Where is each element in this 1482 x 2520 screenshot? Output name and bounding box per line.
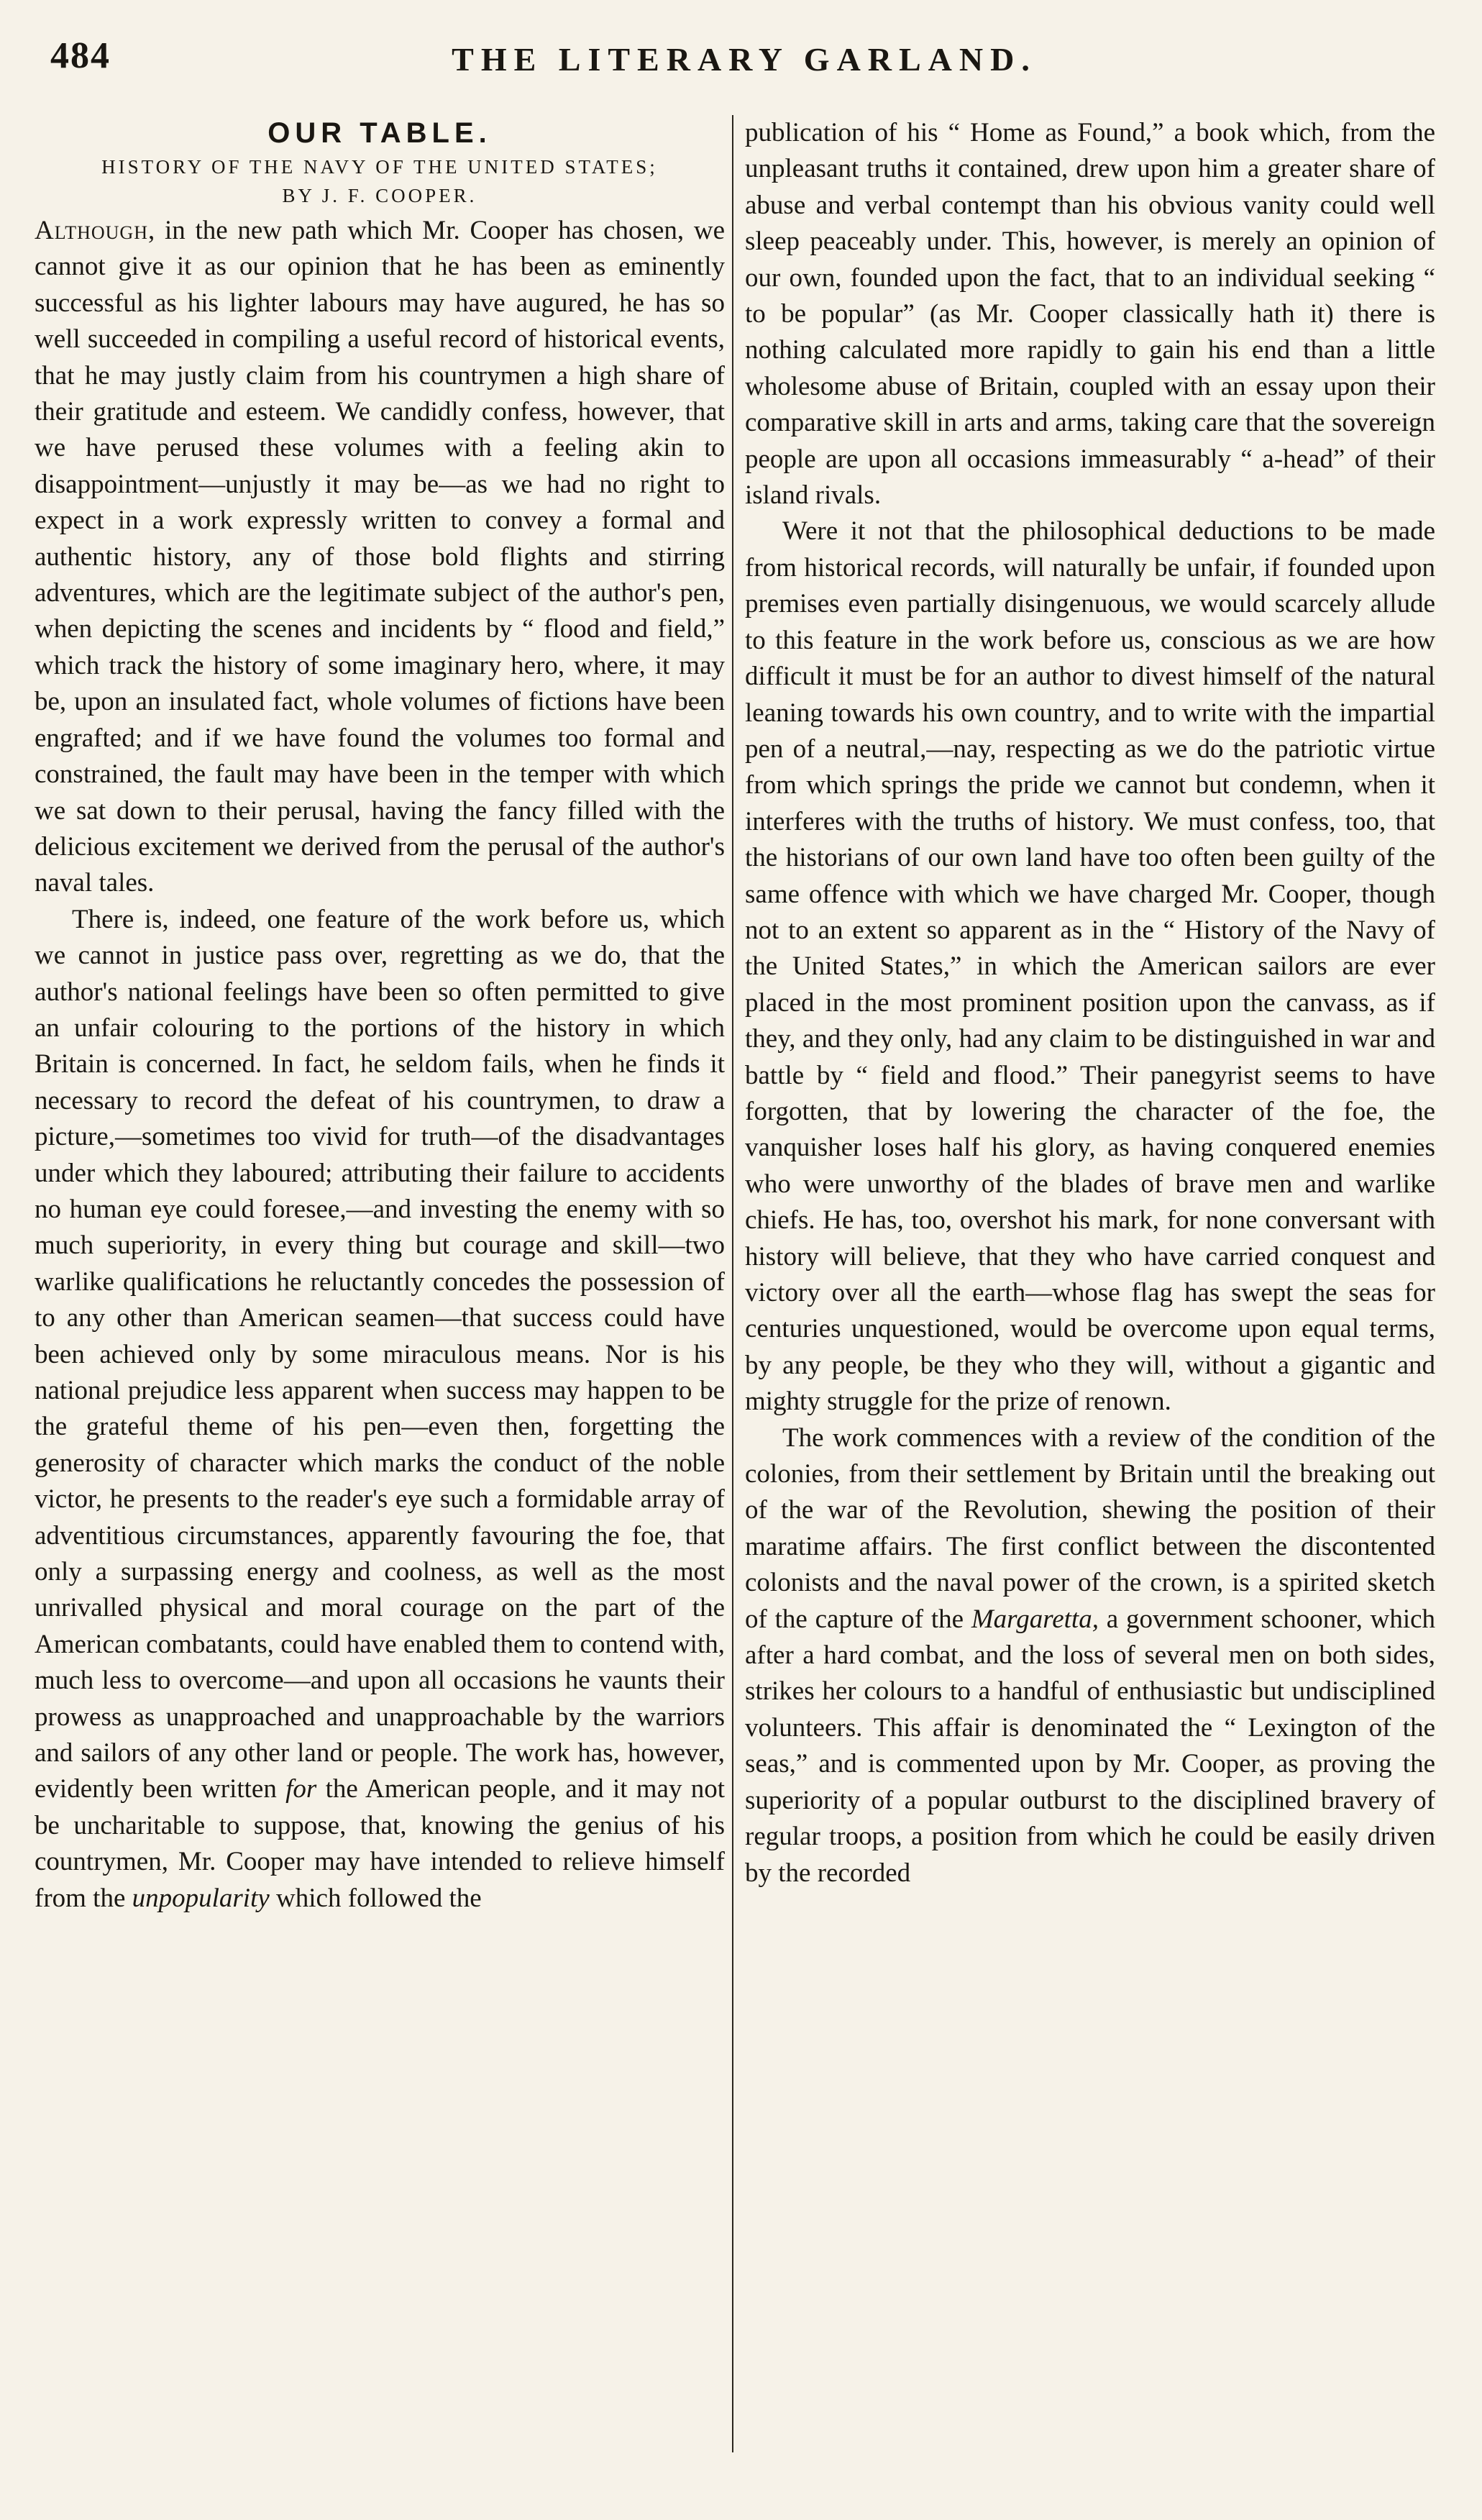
emphasis: for — [285, 1774, 317, 1804]
article-title: HISTORY OF THE NAVY OF THE UNITED STATES; — [101, 156, 658, 178]
paragraph-text: a government schooner, which after a hard combat, and the loss of several men on both sides, strikes her colours to a handful of enthusiastic but undisciplined volunteers. This affair is denominated the “ Lexington of the seas,” and is commented upon by Mr. Cooper, as proving the superiority of a popular outburst to the disciplined bravery of regular troops, a position from which he could be easily driven by the recorded — [745, 1604, 1436, 1888]
paragraph-text: The work commences with a review of the condition of the colonies, from their settlement by Britain until the breaking out of the war of the Revolution, shewing the position of their maratime affairs. The first conflict between the discontented colonists and the naval power of the crown, is a spirited sketch of the capture of the — [745, 1423, 1435, 1634]
paragraph-text: There is, indeed, one feature of the work before us, which we cannot in justice pass over, regretting as we do, that the author's national feelings have been so often permitted to give an unfair colouring to the portions of the history in which Britain is concerned. In fact, he seldom fails, when he finds it necessary to record the defeat of his countrymen, to draw a picture,—sometimes too vivid for truth—of the disadvantages under which they laboured; attributing their failure to accidents no human eye could foresee,—and investing the enemy with so much superiority, in every thing but courage and skill—two warlike qualifications he reluctantly concedes the possession of to any other than American seamen—that success could have been achieved only by some miraculous means. Nor is his national prejudice less apparent when success may happen to be the grateful theme of his pen—even then, forgetting the generosity of character which marks the conduct of the noble victor, he presents to the reader's eye such a formidable array of adventitious circumstances, apparently favouring the foe, that only a surpassing energy and coolness, as well as the most unrivalled physical and moral courage on the part of the American combatants, could have enabled them to contend with, much less to overcome—and upon all occasions he vaunts their prowess as unapproached and unapproachable by the warriors and sailors of any other land or people. The work has, however, evidently been written — [35, 904, 725, 1804]
paragraph-text: publication of his “ Home as Found,” a book which, from the unpleasant truths it contained, drew upon him a greater share of abuse and verbal contempt than his obvious vanity could well sleep peaceably under. This, however, is merely an opinion of our own, founded upon the fact, that to an individual seeking “ to be popular” (as Mr. Cooper classically hath it) there is nothing calculated more rapidly to gain his end than a little wholesome abuse of Britain, coupled with an essay upon their comparative skill in arts and arms, taking care that the sovereign people are upon all occasions immeasurably “ a-head” of their island rivals. — [745, 118, 1435, 511]
emphasis: unpopularity — [132, 1883, 270, 1913]
right-column — [745, 115, 1435, 1891]
byline: BY J. F. COOPER. — [282, 185, 477, 206]
column-rule — [732, 115, 733, 2452]
paragraph — [745, 115, 1435, 513]
paragraph — [35, 902, 725, 1917]
paragraph-text: the American people, and it may not be uncharitable to suppose, that, knowing the genius of his countrymen, Mr. Cooper may have intended to relieve himself from the — [35, 1774, 726, 1913]
page-number: 484 — [50, 35, 111, 76]
left-column — [35, 115, 725, 1917]
running-head — [50, 35, 1438, 92]
section-title: OUR TABLE. — [267, 117, 492, 149]
paragraph-text: which followed the — [276, 1883, 482, 1913]
dropcap-word: Although — [35, 216, 148, 245]
journal-title: THE LITERARY GARLAND. — [452, 41, 1037, 78]
paragraph-text: , in the new path which Mr. Cooper has chosen, we cannot give it as our opinion that he has been as eminently successful as his lighter labours may have augured, he has so well succeeded in compiling a useful record of historical events, that he may justly claim from his countrymen a high share of their gratitude and esteem. We candidly confess, however, that we have perused these volumes with a feeling akin to disappointment—unjustly it may be—as we had no right to expect in a work expressly written to convey a formal and authentic history, any of those bold flights and stirring adventures, which are the legitimate subject of the author's pen, when depicting the scenes and incidents by “ flood and field,” which track the history of some imaginary hero, where, it may be, upon an insulated fact, whole volumes of fictions have been engrafted; and if we have found the volumes too formal and constrained, the fault may have been in the temper with which we sat down to their perusal, having the fancy filled with the delicious excitement we derived from the perusal of the author's naval tales. — [35, 216, 725, 898]
paragraph — [745, 513, 1435, 1420]
paragraph — [35, 213, 725, 902]
paragraph-text: Were it not that the philosophical deductions to be made from historical records, will naturally be unfair, if founded upon premises even partially disingenuous, we would scarcely allude to this feature in the work before us, conscious as we are how difficult it must be for an author to divest himself of the natural leaning towards his own country, and to write with the impartial pen of a neutral,—nay, respecting as we do the patriotic virtue from which springs the pride we cannot but condemn, when it interferes with the truths of history. We must confess, too, that the historians of our own land have too often been guilty of the same offence with which we have charged Mr. Cooper, though not to an extent so apparent as in the “ History of the Navy of the United States,” in which the American sailors are ever placed in the most prominent position upon the canvass, as if they, and they only, had any claim to be distinguished in war and battle by “ field and flood.” Their panegyrist seems to have forgotten, that by lowering the character of the foe, the vanquisher loses half his glory, as having conquered enemies who were unworthy of the blades of brave men and warlike chiefs. He has, too, overshot his mark, for none conversant with history will believe, that they who have carried conquest and victory over all the earth—whose flag has swept the seas for centuries unquestioned, would be overcome upon equal terms, by any people, be they who they will, without a gigantic and mighty struggle for the prize of renown. — [745, 516, 1435, 1417]
paragraph — [745, 1420, 1435, 1891]
emphasis: Margaretta, — [971, 1604, 1099, 1634]
